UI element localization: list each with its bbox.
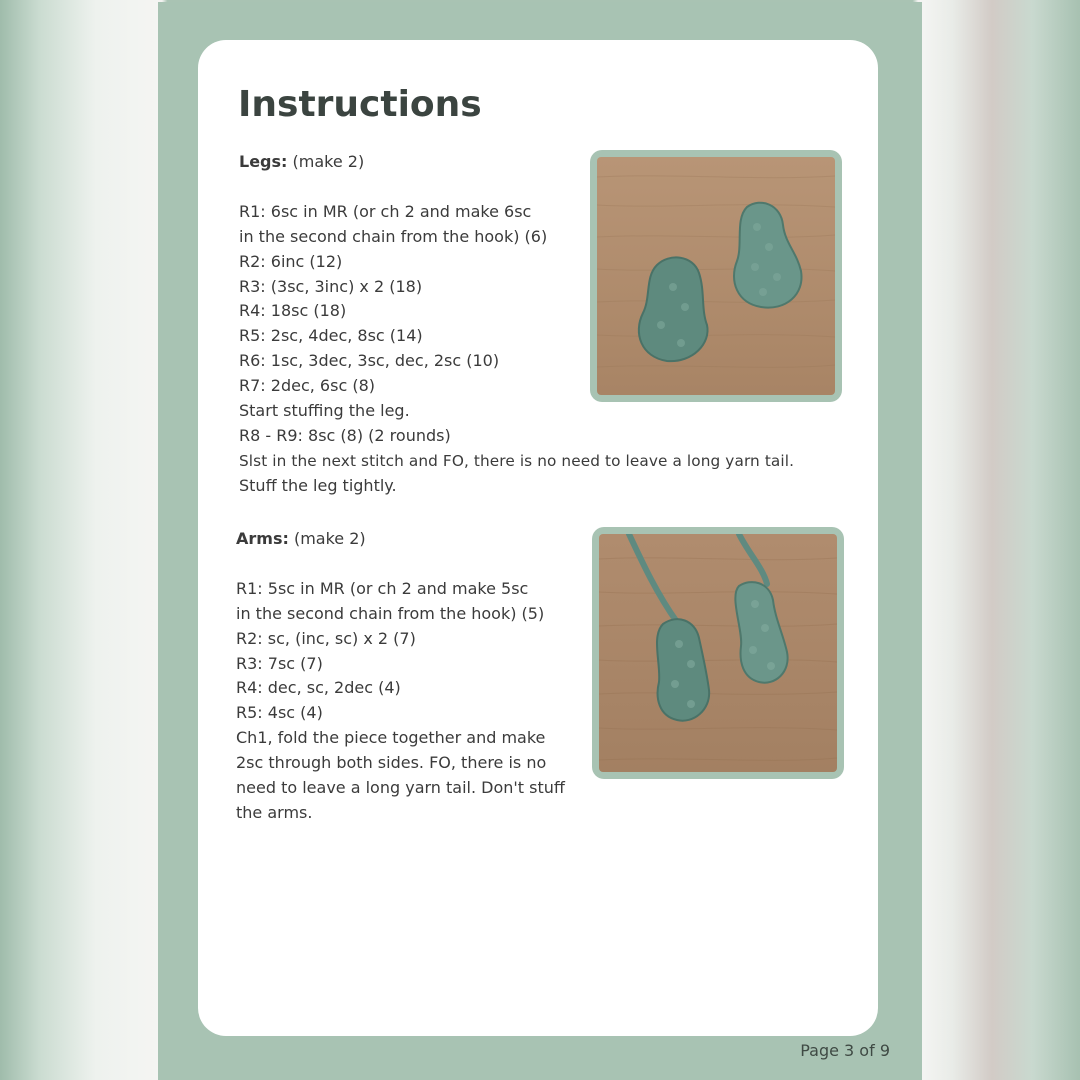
background-blur-left — [0, 0, 160, 1080]
page-number: Page 3 of 9 — [800, 1041, 890, 1060]
arms-photo — [592, 527, 844, 779]
arms-label: Arms: — [236, 529, 289, 548]
legs-note: (make 2) — [292, 152, 365, 171]
instruction-line: R4: dec, sc, 2dec (4) — [236, 678, 401, 698]
instruction-line: R2: sc, (inc, sc) x 2 (7) — [236, 628, 416, 648]
instruction-line: R7: 2dec, 6sc (8) — [239, 376, 375, 396]
arms-section — [236, 527, 565, 826]
instruction-line: R1: 5sc in MR (or ch 2 and make 5sc — [236, 578, 529, 598]
instruction-line: R3: (3sc, 3inc) x 2 (18) — [239, 276, 423, 296]
arms-note: (make 2) — [293, 529, 366, 548]
instruction-line: R2: 6inc (12) — [239, 251, 343, 271]
background-blur-right — [920, 0, 1080, 1080]
instruction-line: in the second chain from the hook) (6) — [239, 226, 548, 246]
instruction-line: R6: 1sc, 3dec, 3sc, dec, 2sc (10) — [239, 351, 500, 371]
legs-photo — [590, 150, 842, 402]
page-title: Instructions — [238, 84, 482, 125]
instruction-line: R1: 6sc in MR (or ch 2 and make 6sc — [239, 201, 532, 221]
instruction-line: 2sc through both sides. FO, there is no — [236, 753, 547, 773]
instruction-line: R3: 7sc (7) — [236, 653, 323, 673]
legs-label: Legs: — [239, 152, 288, 171]
instruction-line: Stuff the leg tightly. — [239, 475, 397, 495]
instruction-line: R8 - R9: 8sc (8) (2 rounds) — [239, 425, 451, 445]
instruction-line: Slst in the next stitch and FO, there is no need to leave a long yarn tail. — [239, 451, 795, 470]
arms-heading — [236, 527, 565, 552]
instruction-line: R4: 18sc (18) — [239, 301, 347, 321]
instruction-line: need to leave a long yarn tail. Don't stuff — [236, 778, 565, 798]
instruction-line: Ch1, fold the piece together and make — [236, 728, 546, 748]
instruction-line: in the second chain from the hook) (5) — [236, 603, 545, 623]
content-card — [198, 40, 878, 1036]
pattern-page — [158, 2, 922, 1080]
instruction-line: Start stuffing the leg. — [239, 401, 410, 421]
instruction-line: the arms. — [236, 802, 313, 822]
instruction-line: R5: 2sc, 4dec, 8sc (14) — [239, 326, 423, 346]
instruction-line: R5: 4sc (4) — [236, 703, 323, 723]
